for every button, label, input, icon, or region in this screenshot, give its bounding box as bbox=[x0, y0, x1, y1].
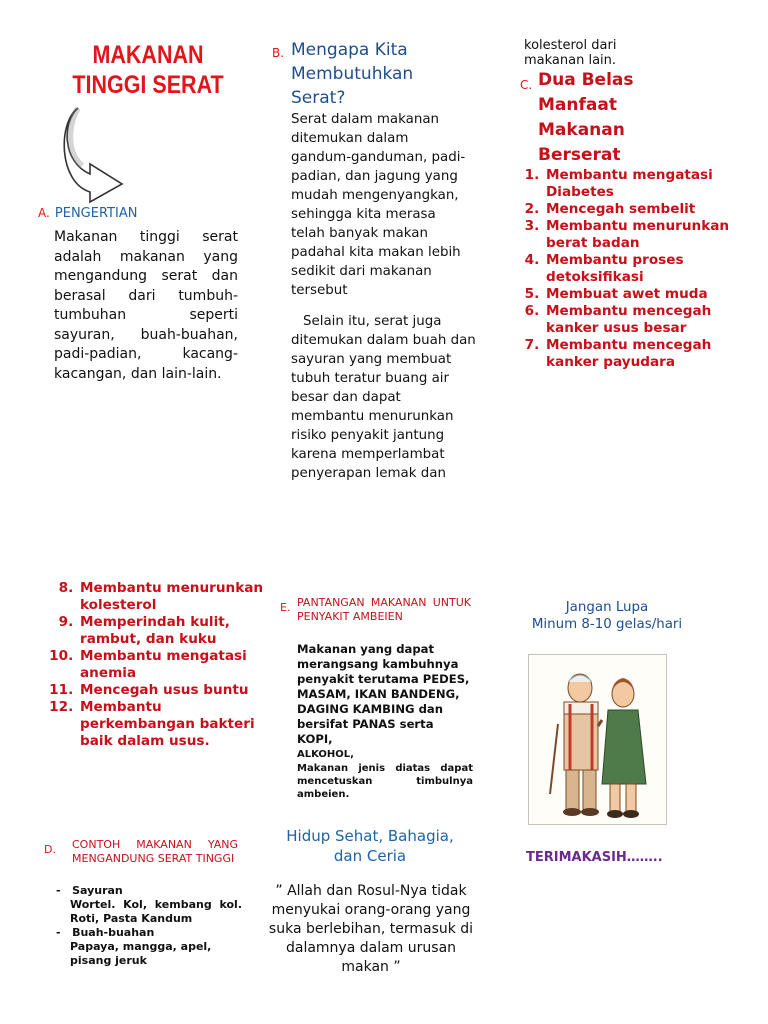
thank-you-text: TERIMAKASIH…….. bbox=[526, 850, 663, 865]
curved-arrow-icon bbox=[60, 102, 130, 212]
benefits-list-2 bbox=[56, 580, 268, 750]
list-item: 5. Membuat awet muda bbox=[544, 286, 744, 303]
section-d-list: - Sayuran Wortel. Kol, kembang kol. Roti, Pasta Kandum - Buah-buahan Papaya, mangga, apel, pisang jeruk bbox=[56, 884, 242, 967]
section-b-letter: B. bbox=[272, 46, 285, 60]
list-item: 12. Membantu perkembangan bakteri baik dalam usus. bbox=[78, 699, 268, 750]
section-d-heading: CONTOH MAKANAN YANG MENGANDUNG SERAT TINGGI bbox=[72, 838, 238, 865]
list-item: 7. Membantu mencegah kanker payudara bbox=[544, 337, 744, 371]
section-e-text: Makanan yang dapat merangsang kambuhnya penyakit terutama PEDES, MASAM, IKAN BANDENG, DAGING KAMBING dan bersifat PANAS serta KOPI, ALKOHOL, Makanan jenis diatas dapat mencetuskan timbulnya ambeien. bbox=[297, 642, 473, 800]
list-item: 10. Membantu mengatasi anemia bbox=[78, 648, 268, 682]
list-item: - Sayuran bbox=[56, 884, 123, 897]
list-item: 6. Membantu mencegah kanker usus besar bbox=[544, 303, 744, 337]
section-e-heading: PANTANGAN MAKANAN UNTUK PENYAKIT AMBEIEN bbox=[297, 596, 471, 623]
page-title: MAKANAN TINGGI SERAT bbox=[72, 41, 224, 99]
list-item: 2. Mencegah sembelit bbox=[544, 201, 744, 218]
list-item: 8. Membantu menurunkan kolesterol bbox=[78, 580, 268, 614]
section-c-heading: Dua Belas Manfaat Makanan Berserat bbox=[538, 70, 634, 165]
list-item: 4. Membantu proses detoksifikasi bbox=[544, 252, 744, 286]
section-a-heading: A. PENGERTIAN bbox=[38, 206, 138, 221]
list-item: - Buah-buahan bbox=[56, 926, 155, 939]
quote: ” Allah dan Rosul-Nya tidak menyukai orang-orang yang suka berlebihan, termasuk di dalamnya dalam urusan makan ” bbox=[268, 883, 474, 975]
reminder: Jangan Lupa Minum 8-10 gelas/hari bbox=[531, 600, 683, 632]
benefits-list-1 bbox=[522, 167, 744, 371]
continuation-text: kolesterol dari makanan lain. bbox=[524, 38, 617, 68]
section-c-letter: C. bbox=[520, 78, 533, 92]
section-b-paragraph-1: Serat dalam makanan ditemukan dalam gandum-ganduman, padi-padian, dan jagung yang mudah mengenyangkan, sehingga kita merasa telah banyak makan padahal kita makan lebih sedikit dari makanan tersebut bbox=[291, 112, 466, 298]
list-item: 3. Membantu menurunkan berat badan bbox=[544, 218, 744, 252]
list-item: 11. Mencegah usus buntu bbox=[78, 682, 268, 699]
list-item: 9. Memperindah kulit, rambut, dan kuku bbox=[78, 614, 268, 648]
section-a-text: Makanan tinggi serat adalah makanan yang mengandung serat dan berasal dari tumbuh-tumbuhan seperti sayuran, buah-buahan, padi-padian, kacang-kacangan, dan lain-lain. bbox=[54, 229, 238, 382]
section-e-letter: E. bbox=[280, 601, 291, 614]
section-d-letter: D. bbox=[44, 843, 56, 856]
section-b-paragraph-2: Selain itu, serat juga ditemukan dalam buah dan sayuran yang membuat tubuh teratur buang air besar dan dapat membantu menurunkan risiko penyakit jantung karena memperlambat penyerapan lemak dan bbox=[291, 314, 476, 481]
section-b-heading: Mengapa Kita Membutuhkan Serat? bbox=[291, 40, 414, 108]
elderly-couple-illustration bbox=[528, 654, 668, 826]
slogan: Hidup Sehat, Bahagia, dan Ceria bbox=[286, 827, 454, 865]
list-item: 1. Membantu mengatasi Diabetes bbox=[544, 167, 744, 201]
